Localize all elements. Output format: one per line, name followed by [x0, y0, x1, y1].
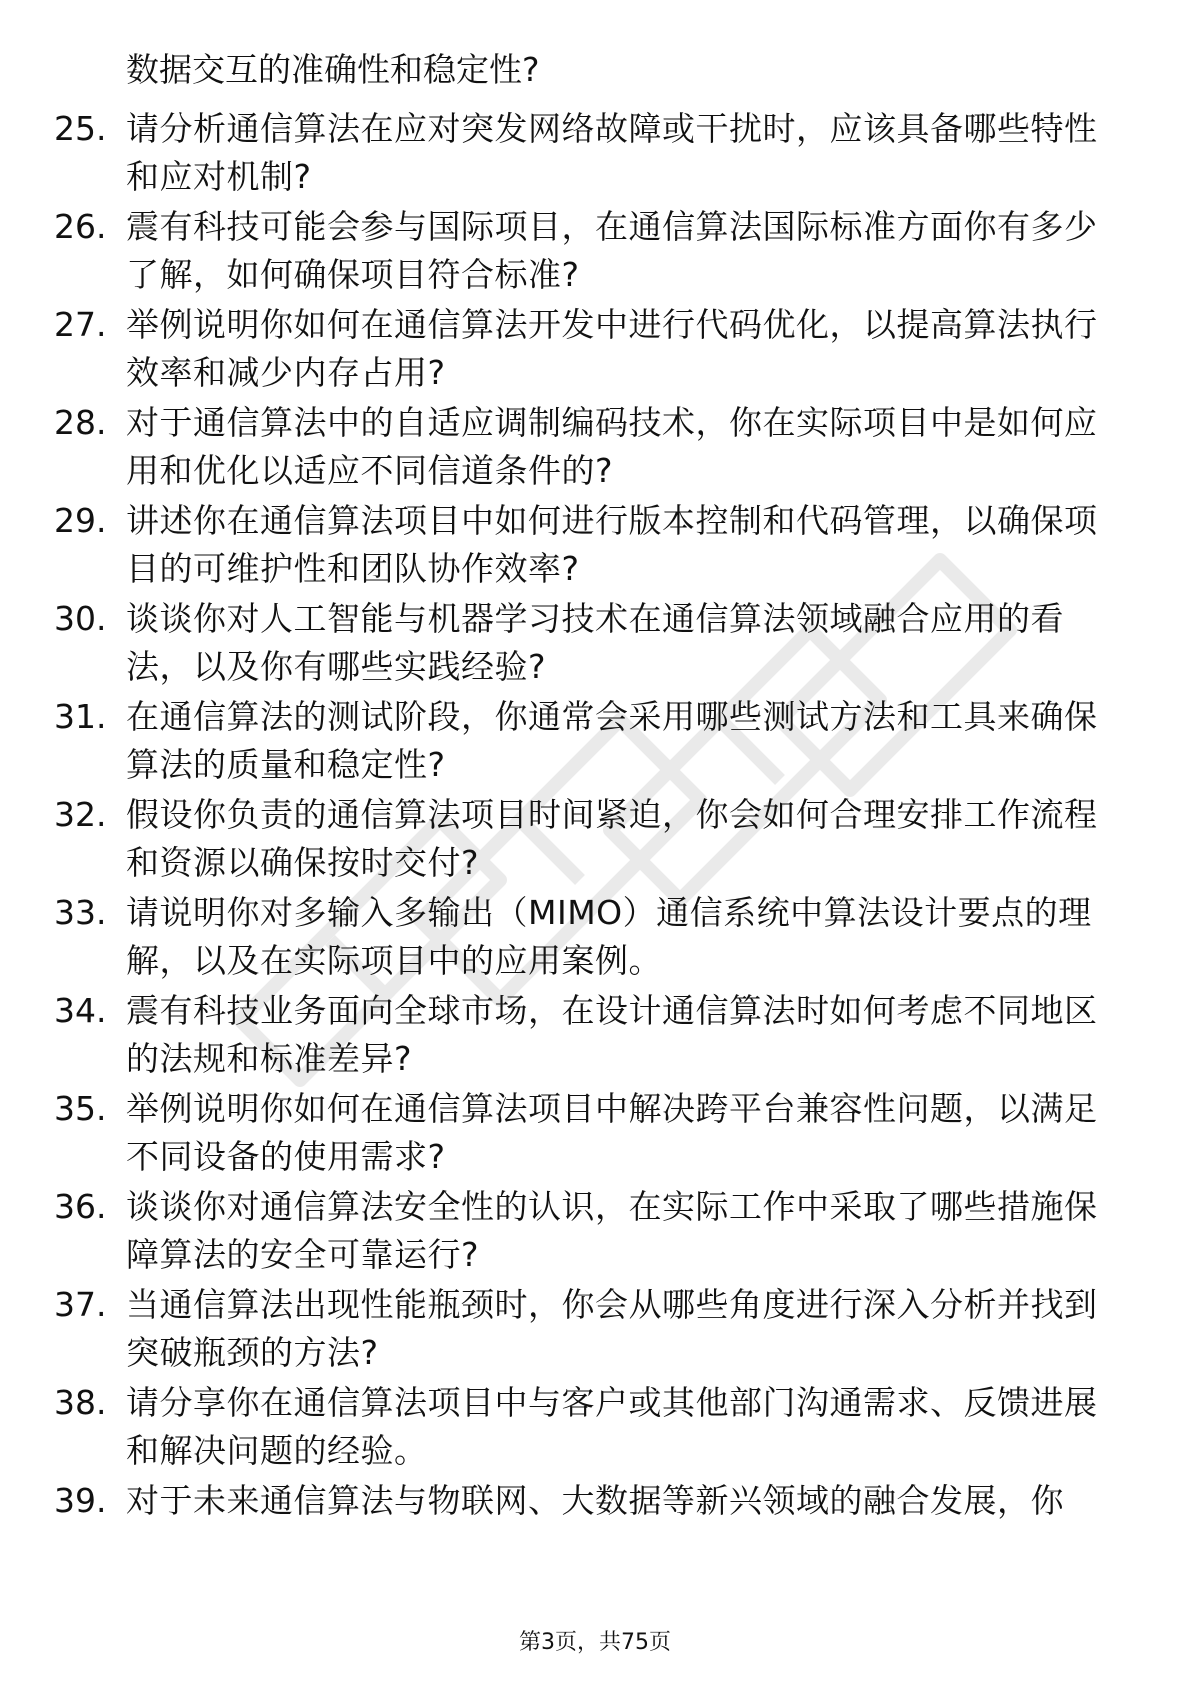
question-item	[0, 203, 1190, 301]
question-text: 请分享你在通信算法项目中与客户或其他部门沟通需求、反馈进展和解决问题的经验。	[126, 1383, 1098, 1470]
question-number: 33.	[54, 893, 107, 932]
question-text: 在通信算法的测试阶段，你通常会采用哪些测试方法和工具来确保算法的质量和稳定性?	[126, 697, 1098, 784]
question-number: 31.	[54, 697, 107, 736]
question-text: 谈谈你对人工智能与机器学习技术在通信算法领域融合应用的看法，以及你有哪些实践经验?	[126, 599, 1064, 686]
question-number: 30.	[54, 599, 107, 638]
question-text: 对于通信算法中的自适应调制编码技术，你在实际项目中是如何应用和优化以适应不同信道条件的?	[126, 403, 1098, 490]
question-item	[0, 1085, 1190, 1183]
question-text: 举例说明你如何在通信算法开发中进行代码优化，以提高算法执行效率和减少内存占用?	[126, 305, 1098, 392]
question-text: 对于未来通信算法与物联网、大数据等新兴领域的融合发展，你	[126, 1481, 1064, 1520]
question-item	[0, 105, 1190, 203]
question-item	[0, 791, 1190, 889]
question-number: 35.	[54, 1089, 107, 1128]
question-item	[0, 497, 1190, 595]
question-item	[0, 399, 1190, 497]
question-item	[0, 987, 1190, 1085]
question-number: 26.	[54, 207, 107, 246]
question-text: 请说明你对多输入多输出（MIMO）通信系统中算法设计要点的理解，以及在实际项目中的应用案例。	[126, 893, 1092, 980]
question-text: 举例说明你如何在通信算法项目中解决跨平台兼容性问题，以满足不同设备的使用需求?	[126, 1089, 1098, 1176]
question-text: 谈谈你对通信算法安全性的认识，在实际工作中采取了哪些措施保障算法的安全可靠运行?	[126, 1187, 1098, 1274]
continuation-text: 数据交互的准确性和稳定性?	[126, 50, 540, 89]
question-text: 请分析通信算法在应对突发网络故障或干扰时，应该具备哪些特性和应对机制?	[126, 109, 1098, 196]
question-number: 36.	[54, 1187, 107, 1226]
page-footer: 第3页，共75页	[519, 1630, 671, 1655]
question-item	[0, 1477, 1190, 1575]
question-item	[0, 1379, 1190, 1477]
question-number: 38.	[54, 1383, 107, 1422]
question-item	[0, 693, 1190, 791]
question-number: 34.	[54, 991, 107, 1030]
question-text: 假设你负责的通信算法项目时间紧迫，你会如何合理安排工作流程和资源以确保按时交付?	[126, 795, 1098, 882]
question-item	[0, 301, 1190, 399]
question-number: 37.	[54, 1285, 107, 1324]
question-number: 39.	[54, 1481, 107, 1520]
question-item	[0, 1183, 1190, 1281]
question-item	[0, 595, 1190, 693]
question-item	[0, 1281, 1190, 1379]
question-item	[0, 889, 1190, 987]
question-number: 29.	[54, 501, 107, 540]
question-text: 震有科技业务面向全球市场，在设计通信算法时如何考虑不同地区的法规和标准差异?	[126, 991, 1098, 1078]
question-number: 28.	[54, 403, 107, 442]
question-text: 震有科技可能会参与国际项目，在通信算法国际标准方面你有多少了解，如何确保项目符合标准?	[126, 207, 1098, 294]
question-number: 27.	[54, 305, 107, 344]
question-list	[0, 105, 1190, 1575]
question-text: 当通信算法出现性能瓶颈时，你会从哪些角度进行深入分析并找到突破瓶颈的方法?	[126, 1285, 1098, 1372]
question-text: 讲述你在通信算法项目中如何进行版本控制和代码管理，以确保项目的可维护性和团队协作效率?	[126, 501, 1098, 588]
question-number: 25.	[54, 109, 107, 148]
question-number: 32.	[54, 795, 107, 834]
